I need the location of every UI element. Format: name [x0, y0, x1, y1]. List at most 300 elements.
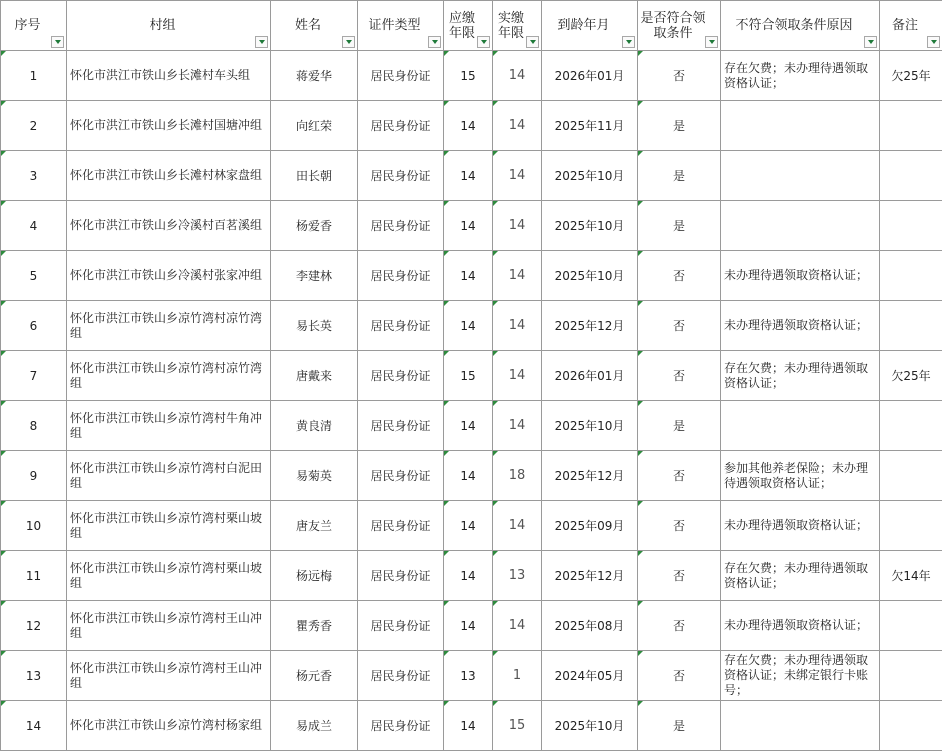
- village-cell-text: 怀化市洪江市铁山乡长滩村林家盘组: [70, 168, 263, 182]
- eligible-cell-text: 否: [672, 519, 685, 533]
- paid-years-cell[interactable]: [493, 101, 542, 151]
- eligible-cell[interactable]: [638, 601, 721, 651]
- filter-dropdown-icon[interactable]: [255, 36, 268, 48]
- name-cell[interactable]: [271, 201, 358, 251]
- name-cell[interactable]: [271, 551, 358, 601]
- id-type-cell-text: 居民身份证: [370, 619, 431, 633]
- id-type-cell[interactable]: [358, 301, 444, 351]
- paid-years-cell[interactable]: [493, 51, 542, 101]
- eligible-cell-text: 是: [672, 219, 685, 233]
- row-number-cell[interactable]: [1, 51, 67, 101]
- due-years-cell[interactable]: [444, 601, 493, 651]
- paid-years-cell[interactable]: [493, 351, 542, 401]
- header-age-month: [542, 1, 638, 51]
- table-row: [1, 501, 942, 551]
- village-cell-text: 怀化市洪江市铁山乡凉竹湾村王山冲组: [70, 610, 263, 640]
- paid-years-cell[interactable]: [493, 501, 542, 551]
- due-years-cell[interactable]: [444, 701, 493, 751]
- due-years-cell[interactable]: [444, 351, 493, 401]
- row-number-cell-text: 8: [29, 418, 38, 433]
- village-cell[interactable]: [67, 701, 271, 751]
- due-years-cell-text: 14: [460, 418, 476, 433]
- reason-cell[interactable]: [721, 701, 880, 751]
- cell-marker-icon: [493, 651, 498, 656]
- name-cell-text: 唐友兰: [295, 519, 332, 533]
- row-number-cell[interactable]: [1, 651, 67, 701]
- age-month-cell[interactable]: [542, 151, 638, 201]
- id-type-cell[interactable]: [358, 151, 444, 201]
- paid-years-cell-text: 13: [508, 568, 526, 583]
- note-cell[interactable]: [880, 551, 942, 601]
- paid-years-cell[interactable]: [493, 551, 542, 601]
- name-cell[interactable]: [271, 151, 358, 201]
- filter-dropdown-icon[interactable]: [342, 36, 355, 48]
- cell-marker-icon: [444, 601, 449, 606]
- name-cell-text: 瞿秀香: [295, 619, 332, 633]
- filter-dropdown-icon[interactable]: [705, 36, 718, 48]
- due-years-cell[interactable]: [444, 51, 493, 101]
- village-cell[interactable]: [67, 551, 271, 601]
- cell-marker-icon: [444, 401, 449, 406]
- reason-cell[interactable]: [721, 401, 880, 451]
- name-cell-text: 杨爱香: [295, 219, 332, 233]
- due-years-cell-text: 15: [460, 68, 476, 83]
- note-cell-text: 欠14年: [891, 569, 931, 583]
- eligible-cell[interactable]: [638, 51, 721, 101]
- name-cell[interactable]: [271, 701, 358, 751]
- due-years-cell[interactable]: [444, 401, 493, 451]
- cell-marker-icon: [444, 501, 449, 506]
- age-month-cell-text: 2025年08月: [554, 619, 625, 633]
- id-type-cell[interactable]: [358, 701, 444, 751]
- cell-marker-icon: [638, 101, 643, 106]
- eligible-cell-text: 否: [672, 369, 685, 383]
- filter-dropdown-icon[interactable]: [526, 36, 539, 48]
- cell-marker-icon: [638, 601, 643, 606]
- due-years-cell-text: 14: [460, 468, 476, 483]
- name-cell[interactable]: [271, 251, 358, 301]
- age-month-cell[interactable]: [542, 201, 638, 251]
- due-years-cell[interactable]: [444, 651, 493, 701]
- eligible-cell[interactable]: [638, 151, 721, 201]
- header-due-years: [444, 1, 493, 51]
- cell-marker-icon: [1, 51, 6, 56]
- paid-years-cell-text: 15: [508, 718, 526, 733]
- id-type-cell-text: 居民身份证: [370, 369, 431, 383]
- cell-marker-icon: [493, 501, 498, 506]
- row-number-cell[interactable]: [1, 201, 67, 251]
- row-number-cell[interactable]: [1, 101, 67, 151]
- age-month-cell[interactable]: [542, 601, 638, 651]
- cell-marker-icon: [638, 151, 643, 156]
- paid-years-cell[interactable]: [493, 301, 542, 351]
- cell-marker-icon: [638, 351, 643, 356]
- cell-marker-icon: [1, 501, 6, 506]
- row-number-cell[interactable]: [1, 551, 67, 601]
- cell-marker-icon: [493, 601, 498, 606]
- name-cell[interactable]: [271, 351, 358, 401]
- name-cell-text: 唐戴来: [295, 369, 332, 383]
- age-month-cell[interactable]: [542, 651, 638, 701]
- note-cell[interactable]: [880, 351, 942, 401]
- age-month-cell-text: 2025年10月: [554, 419, 625, 433]
- eligible-cell[interactable]: [638, 701, 721, 751]
- row-number-cell[interactable]: [1, 701, 67, 751]
- header-reason: [721, 1, 880, 51]
- due-years-cell-text: 14: [460, 218, 476, 233]
- cell-marker-icon: [444, 701, 449, 706]
- village-cell[interactable]: [67, 151, 271, 201]
- row-number-cell[interactable]: [1, 501, 67, 551]
- eligible-cell[interactable]: [638, 651, 721, 701]
- reason-cell[interactable]: [721, 601, 880, 651]
- cell-marker-icon: [493, 101, 498, 106]
- village-cell[interactable]: [67, 301, 271, 351]
- due-years-cell-text: 14: [460, 318, 476, 333]
- age-month-cell-text: 2025年09月: [554, 519, 625, 533]
- cell-marker-icon: [444, 651, 449, 656]
- name-cell-text: 李建林: [295, 269, 332, 283]
- due-years-cell-text: 14: [460, 568, 476, 583]
- paid-years-cell-text: 14: [508, 618, 526, 633]
- village-cell[interactable]: [67, 401, 271, 451]
- filter-dropdown-icon[interactable]: [477, 36, 490, 48]
- note-cell[interactable]: [880, 51, 942, 101]
- cell-marker-icon: [638, 301, 643, 306]
- paid-years-cell-text: 14: [508, 518, 526, 533]
- eligible-cell[interactable]: [638, 451, 721, 501]
- village-cell[interactable]: [67, 101, 271, 151]
- table-row: [1, 701, 942, 751]
- header-age-month-label: 到龄年月: [557, 18, 610, 33]
- note-cell[interactable]: [880, 501, 942, 551]
- table-row: [1, 651, 942, 701]
- header-name: [271, 1, 358, 51]
- reason-cell[interactable]: [721, 301, 880, 351]
- note-cell[interactable]: [880, 251, 942, 301]
- note-cell-text: 欠25年: [891, 369, 931, 383]
- cell-marker-icon: [1, 701, 6, 706]
- eligible-cell-text: 是: [672, 419, 685, 433]
- id-type-cell[interactable]: [358, 601, 444, 651]
- village-cell[interactable]: [67, 201, 271, 251]
- name-cell[interactable]: [271, 451, 358, 501]
- id-type-cell[interactable]: [358, 501, 444, 551]
- age-month-cell[interactable]: [542, 401, 638, 451]
- row-number-cell[interactable]: [1, 151, 67, 201]
- reason-cell-text: 未办理待遇领取资格认证；: [724, 518, 869, 532]
- age-month-cell[interactable]: [542, 101, 638, 151]
- row-number-cell[interactable]: [1, 301, 67, 351]
- village-cell[interactable]: [67, 651, 271, 701]
- village-cell[interactable]: [67, 501, 271, 551]
- paid-years-cell[interactable]: [493, 601, 542, 651]
- cell-marker-icon: [1, 651, 6, 656]
- paid-years-cell-text: 14: [508, 168, 526, 183]
- village-cell[interactable]: [67, 51, 271, 101]
- paid-years-cell-text: 14: [508, 68, 526, 83]
- paid-years-cell[interactable]: [493, 251, 542, 301]
- due-years-cell[interactable]: [444, 151, 493, 201]
- eligible-cell-text: 否: [672, 269, 685, 283]
- header-due-years-label: 应缴年限: [448, 10, 475, 41]
- table-row: [1, 251, 942, 301]
- note-cell[interactable]: [880, 201, 942, 251]
- filter-dropdown-icon[interactable]: [51, 36, 64, 48]
- table-row: [1, 551, 942, 601]
- due-years-cell-text: 13: [460, 668, 476, 683]
- cell-marker-icon: [493, 51, 498, 56]
- name-cell[interactable]: [271, 601, 358, 651]
- cell-marker-icon: [444, 551, 449, 556]
- note-cell[interactable]: [880, 151, 942, 201]
- age-month-cell[interactable]: [542, 51, 638, 101]
- age-month-cell-text: 2025年12月: [554, 469, 625, 483]
- cell-marker-icon: [638, 451, 643, 456]
- id-type-cell-text: 居民身份证: [370, 669, 431, 683]
- paid-years-cell[interactable]: [493, 201, 542, 251]
- due-years-cell[interactable]: [444, 201, 493, 251]
- cell-marker-icon: [493, 351, 498, 356]
- name-cell-text: 田长朝: [295, 169, 332, 183]
- age-month-cell[interactable]: [542, 351, 638, 401]
- reason-cell-text: 存在欠费；未办理待遇领取资格认证；: [724, 60, 869, 90]
- village-cell[interactable]: [67, 601, 271, 651]
- eligible-cell-text: 否: [672, 69, 685, 83]
- row-number-cell[interactable]: [1, 601, 67, 651]
- row-number-cell[interactable]: [1, 351, 67, 401]
- cell-marker-icon: [444, 351, 449, 356]
- village-cell-text: 怀化市洪江市铁山乡凉竹湾村栗山坡组: [70, 560, 263, 590]
- note-cell[interactable]: [880, 651, 942, 701]
- reason-cell[interactable]: [721, 251, 880, 301]
- paid-years-cell[interactable]: [493, 701, 542, 751]
- id-type-cell-text: 居民身份证: [370, 469, 431, 483]
- village-cell-text: 怀化市洪江市铁山乡凉竹湾村牛角冲组: [70, 410, 263, 440]
- cell-marker-icon: [493, 551, 498, 556]
- id-type-cell[interactable]: [358, 551, 444, 601]
- id-type-cell[interactable]: [358, 51, 444, 101]
- name-cell-text: 黄良清: [295, 419, 332, 433]
- table-row: [1, 51, 942, 101]
- row-number-cell[interactable]: [1, 251, 67, 301]
- eligible-cell[interactable]: [638, 551, 721, 601]
- note-cell[interactable]: [880, 101, 942, 151]
- due-years-cell[interactable]: [444, 251, 493, 301]
- row-number-cell-text: 2: [29, 118, 38, 133]
- row-number-cell-text: 6: [29, 318, 38, 333]
- cell-marker-icon: [1, 151, 6, 156]
- age-month-cell[interactable]: [542, 551, 638, 601]
- row-number-cell-text: 13: [25, 668, 42, 683]
- name-cell[interactable]: [271, 401, 358, 451]
- table-row: [1, 151, 942, 201]
- cell-marker-icon: [1, 601, 6, 606]
- paid-years-cell-text: 14: [508, 118, 526, 133]
- village-cell[interactable]: [67, 251, 271, 301]
- age-month-cell[interactable]: [542, 251, 638, 301]
- age-month-cell[interactable]: [542, 501, 638, 551]
- note-cell[interactable]: [880, 701, 942, 751]
- due-years-cell[interactable]: [444, 101, 493, 151]
- village-cell[interactable]: [67, 451, 271, 501]
- cell-marker-icon: [444, 151, 449, 156]
- eligible-cell[interactable]: [638, 351, 721, 401]
- header-paid-years: [493, 1, 542, 51]
- eligible-cell-text: 否: [672, 619, 685, 633]
- reason-cell[interactable]: [721, 51, 880, 101]
- filter-dropdown-icon[interactable]: [927, 36, 940, 48]
- header-id-type: [358, 1, 444, 51]
- row-number-cell-text: 9: [29, 468, 38, 483]
- name-cell[interactable]: [271, 51, 358, 101]
- table-body: [1, 51, 942, 751]
- table-row: [1, 601, 942, 651]
- id-type-cell[interactable]: [358, 251, 444, 301]
- due-years-cell-text: 14: [460, 618, 476, 633]
- table-row: [1, 301, 942, 351]
- cell-marker-icon: [444, 201, 449, 206]
- eligible-cell-text: 否: [672, 569, 685, 583]
- due-years-cell[interactable]: [444, 501, 493, 551]
- row-number-cell-text: 11: [25, 568, 42, 583]
- name-cell-text: 易成兰: [295, 719, 332, 733]
- paid-years-cell[interactable]: [493, 401, 542, 451]
- age-month-cell-text: 2025年12月: [554, 319, 625, 333]
- paid-years-cell[interactable]: [493, 451, 542, 501]
- note-cell[interactable]: [880, 601, 942, 651]
- eligible-cell[interactable]: [638, 301, 721, 351]
- due-years-cell[interactable]: [444, 451, 493, 501]
- due-years-cell-text: 14: [460, 518, 476, 533]
- paid-years-cell-text: 14: [508, 418, 526, 433]
- eligible-cell[interactable]: [638, 501, 721, 551]
- id-type-cell[interactable]: [358, 401, 444, 451]
- id-type-cell[interactable]: [358, 651, 444, 701]
- cell-marker-icon: [493, 401, 498, 406]
- header-reason-label: 不符合领取条件原因: [735, 18, 853, 33]
- due-years-cell[interactable]: [444, 551, 493, 601]
- cell-marker-icon: [493, 701, 498, 706]
- id-type-cell[interactable]: [358, 101, 444, 151]
- table-row: [1, 401, 942, 451]
- eligible-cell-text: 是: [672, 169, 685, 183]
- cell-marker-icon: [444, 101, 449, 106]
- name-cell-text: 向红荣: [295, 119, 332, 133]
- reason-cell[interactable]: [721, 551, 880, 601]
- cell-marker-icon: [1, 201, 6, 206]
- due-years-cell[interactable]: [444, 301, 493, 351]
- cell-marker-icon: [638, 501, 643, 506]
- cell-marker-icon: [1, 451, 6, 456]
- reason-cell[interactable]: [721, 201, 880, 251]
- village-cell-text: 怀化市洪江市铁山乡冷溪村百茗溪组: [70, 218, 263, 232]
- village-cell-text: 怀化市洪江市铁山乡冷溪村张家冲组: [70, 268, 263, 282]
- cell-marker-icon: [444, 51, 449, 56]
- note-cell[interactable]: [880, 301, 942, 351]
- header-note: [880, 1, 942, 51]
- age-month-cell-text: 2025年12月: [554, 569, 625, 583]
- name-cell-text: 杨远梅: [295, 569, 332, 583]
- row-number-cell-text: 12: [25, 618, 42, 633]
- reason-cell-text: 未办理待遇领取资格认证；: [724, 268, 869, 282]
- eligible-cell[interactable]: [638, 251, 721, 301]
- age-month-cell-text: 2025年10月: [554, 169, 625, 183]
- row-number-cell-text: 4: [29, 218, 38, 233]
- id-type-cell-text: 居民身份证: [370, 269, 431, 283]
- cell-marker-icon: [1, 101, 6, 106]
- note-cell-text: 欠25年: [891, 69, 931, 83]
- cell-marker-icon: [493, 201, 498, 206]
- village-cell-text: 怀化市洪江市铁山乡凉竹湾村白泥田组: [70, 460, 263, 490]
- note-cell[interactable]: [880, 451, 942, 501]
- table-row: [1, 351, 942, 401]
- header-paid-years-label: 实缴年限: [497, 10, 524, 41]
- filter-dropdown-icon[interactable]: [428, 36, 441, 48]
- reason-cell-text: 存在欠费；未办理待遇领取资格认证；: [724, 560, 869, 590]
- eligible-cell[interactable]: [638, 201, 721, 251]
- name-cell[interactable]: [271, 301, 358, 351]
- paid-years-cell-text: 14: [508, 268, 526, 283]
- row-number-cell[interactable]: [1, 451, 67, 501]
- id-type-cell-text: 居民身份证: [370, 719, 431, 733]
- cell-marker-icon: [1, 301, 6, 306]
- village-cell-text: 怀化市洪江市铁山乡凉竹湾村栗山坡组: [70, 510, 263, 540]
- age-month-cell[interactable]: [542, 701, 638, 751]
- cell-marker-icon: [493, 151, 498, 156]
- reason-cell[interactable]: [721, 101, 880, 151]
- cell-marker-icon: [493, 251, 498, 256]
- age-month-cell[interactable]: [542, 301, 638, 351]
- eligible-cell-text: 是: [672, 719, 685, 733]
- age-month-cell-text: 2025年10月: [554, 719, 625, 733]
- name-cell[interactable]: [271, 101, 358, 151]
- paid-years-cell[interactable]: [493, 651, 542, 701]
- row-number-cell[interactable]: [1, 401, 67, 451]
- age-month-cell-text: 2025年10月: [554, 219, 625, 233]
- id-type-cell[interactable]: [358, 351, 444, 401]
- id-type-cell[interactable]: [358, 451, 444, 501]
- name-cell[interactable]: [271, 501, 358, 551]
- reason-cell-text: 存在欠费；未办理待遇领取资格认证；未绑定银行卡账号；: [724, 653, 869, 697]
- village-cell[interactable]: [67, 351, 271, 401]
- eligible-cell-text: 是: [672, 119, 685, 133]
- eligible-cell[interactable]: [638, 401, 721, 451]
- age-month-cell-text: 2025年10月: [554, 269, 625, 283]
- eligible-cell[interactable]: [638, 101, 721, 151]
- paid-years-cell-text: 14: [508, 218, 526, 233]
- filter-dropdown-icon[interactable]: [864, 36, 877, 48]
- due-years-cell-text: 15: [460, 368, 476, 383]
- reason-cell[interactable]: [721, 651, 880, 701]
- id-type-cell[interactable]: [358, 201, 444, 251]
- reason-cell[interactable]: [721, 151, 880, 201]
- header-row: [1, 1, 942, 51]
- cell-marker-icon: [1, 251, 6, 256]
- reason-cell[interactable]: [721, 351, 880, 401]
- cell-marker-icon: [493, 301, 498, 306]
- reason-cell[interactable]: [721, 451, 880, 501]
- note-cell[interactable]: [880, 401, 942, 451]
- reason-cell[interactable]: [721, 501, 880, 551]
- filter-dropdown-icon[interactable]: [622, 36, 635, 48]
- cell-marker-icon: [638, 201, 643, 206]
- age-month-cell[interactable]: [542, 451, 638, 501]
- village-cell-text: 怀化市洪江市铁山乡长滩村国塘冲组: [70, 118, 263, 132]
- row-number-cell-text: 3: [29, 168, 38, 183]
- name-cell[interactable]: [271, 651, 358, 701]
- paid-years-cell[interactable]: [493, 151, 542, 201]
